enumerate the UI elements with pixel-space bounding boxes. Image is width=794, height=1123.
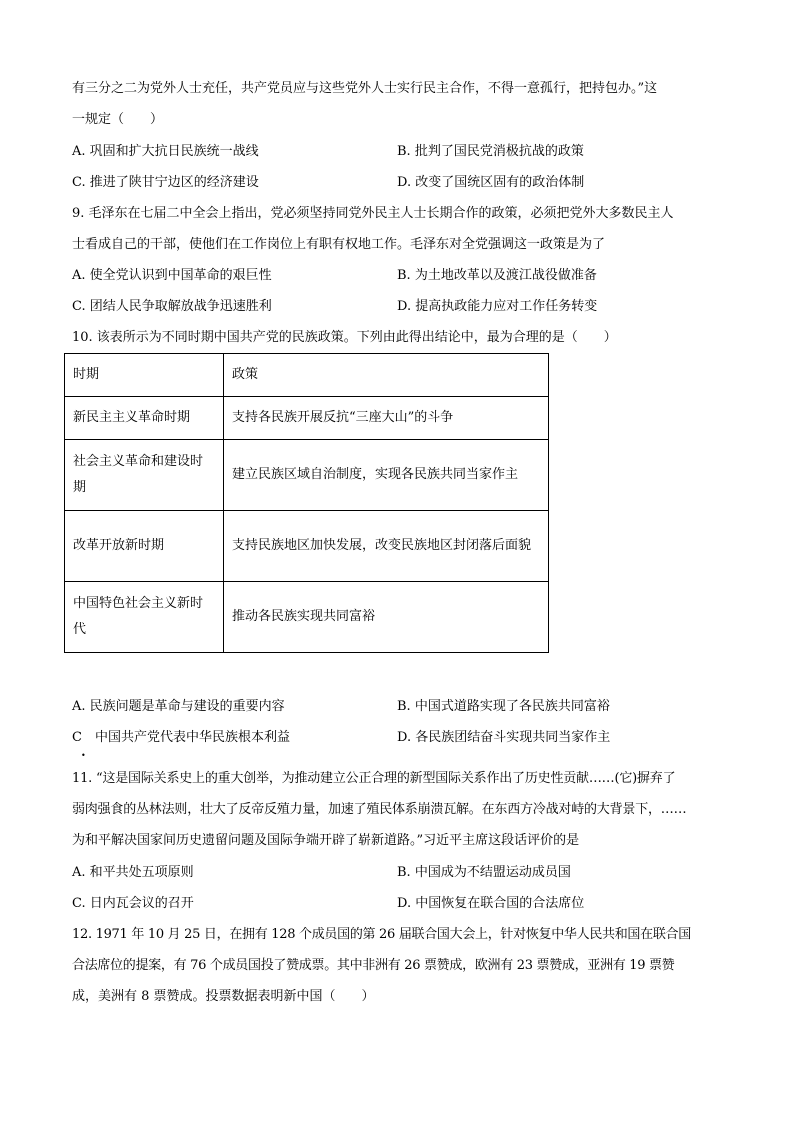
q8-option-d[interactable]: D. 改变了国统区固有的政治体制 bbox=[397, 175, 585, 190]
q8-option-a[interactable]: A. 巩固和扩大抗日民族统一战线 bbox=[72, 144, 259, 159]
q11-option-c[interactable]: C. 日内瓦会议的召开 bbox=[72, 896, 194, 911]
q8-stem-line2: 一规定（ ） bbox=[72, 112, 164, 127]
table-cell-period: 新民主主义革命时期 bbox=[65, 397, 224, 440]
table-row bbox=[65, 397, 549, 440]
stray-dot-mark: • bbox=[81, 751, 86, 760]
table-header-policy: 政策 bbox=[224, 354, 549, 397]
table-cell-period: 社会主义革命和建设时期 bbox=[65, 440, 224, 511]
table-cell-policy: 推动各民族实现共同富裕 bbox=[224, 582, 549, 653]
q9-stem-line2: 士看成自己的干部，使他们在工作岗位上有职有权地工作。毛泽东对全党强调这一政策是为了 bbox=[72, 237, 606, 252]
table-row bbox=[65, 511, 549, 582]
q10-stem: 10. 该表所示为不同时期中国共产党的民族政策。下列由此得出结论中，最为合理的是（ ） bbox=[72, 330, 617, 345]
q12-stem-line3: 成，美洲有 8 票赞成。投票数据表明新中国（ ） bbox=[72, 989, 375, 1004]
table-cell-period: 中国特色社会主义新时代 bbox=[65, 582, 224, 653]
q12-stem-line2: 合法席位的提案，有 76 个成员国投了赞成票。其中非洲有 26 票赞成，欧洲有 23 票赞成，亚洲有 19 票赞 bbox=[72, 958, 675, 973]
q11-stem-line3: 为和平解决国家间历史遗留问题及国际争端开辟了崭新道路。”习近平主席这段话评价的是 bbox=[72, 833, 580, 848]
q11-option-a[interactable]: A. 和平共处五项原则 bbox=[72, 865, 194, 880]
q9-stem-line1: 9. 毛泽东在七届二中全会上指出，党必须坚持同党外民主人士长期合作的政策，必须把党外大多数民主人 bbox=[72, 206, 674, 221]
q10-option-a[interactable]: A. 民族问题是革命与建设的重要内容 bbox=[72, 699, 285, 714]
q9-option-d[interactable]: D. 提高执政能力应对工作任务转变 bbox=[397, 299, 598, 314]
q8-option-c[interactable]: C. 推进了陕甘宁边区的经济建设 bbox=[72, 175, 259, 190]
q10-option-d[interactable]: D. 各民族团结奋斗实现共同当家作主 bbox=[397, 730, 611, 745]
q8-option-b[interactable]: B. 批判了国民党消极抗战的政策 bbox=[397, 144, 584, 159]
table-header-row bbox=[65, 354, 549, 397]
table-cell-period: 改革开放新时期 bbox=[65, 511, 224, 582]
table-cell-policy: 支持民族地区加快发展，改变民族地区封闭落后面貌 bbox=[224, 511, 549, 582]
table-cell-policy: 建立民族区域自治制度，实现各民族共同当家作主 bbox=[224, 440, 549, 511]
q11-option-d[interactable]: D. 中国恢复在联合国的合法席位 bbox=[397, 896, 585, 911]
q9-option-b[interactable]: B. 为土地改革以及渡江战役做准备 bbox=[397, 268, 597, 283]
q9-option-a[interactable]: A. 使全党认识到中国革命的艰巨性 bbox=[72, 268, 272, 283]
ethnic-policy-table bbox=[64, 353, 549, 653]
q10-option-c[interactable]: C 中国共产党代表中华民族根本利益 bbox=[72, 730, 290, 745]
q8-stem-line1: 有三分之二为党外人士充任，共产党员应与这些党外人士实行民主合作，不得一意孤行，把持包办。”这 bbox=[72, 81, 658, 96]
q11-stem-line1: 11. “这是国际关系史上的重大创举，为推动建立公正合理的新型国际关系作出了历史性贡献……(它)摒弃了 bbox=[72, 771, 676, 786]
q9-option-c[interactable]: C. 团结人民争取解放战争迅速胜利 bbox=[72, 299, 272, 314]
q10-option-b[interactable]: B. 中国式道路实现了各民族共同富裕 bbox=[397, 699, 610, 714]
table-cell-policy: 支持各民族开展反抗“三座大山”的斗争 bbox=[224, 397, 549, 440]
table-row bbox=[65, 582, 549, 653]
q11-stem-line2: 弱肉强食的丛林法则，壮大了反帝反殖力量，加速了殖民体系崩溃瓦解。在东西方冷战对峙的大背景下，…… bbox=[72, 802, 687, 817]
table-row bbox=[65, 440, 549, 511]
q11-option-b[interactable]: B. 中国成为不结盟运动成员国 bbox=[397, 865, 571, 880]
table-header-period: 时期 bbox=[65, 354, 224, 397]
q12-stem-line1: 12. 1971 年 10 月 25 日，在拥有 128 个成员国的第 26 届联合国大会上，针对恢复中华人民共和国在联合国 bbox=[72, 927, 691, 942]
